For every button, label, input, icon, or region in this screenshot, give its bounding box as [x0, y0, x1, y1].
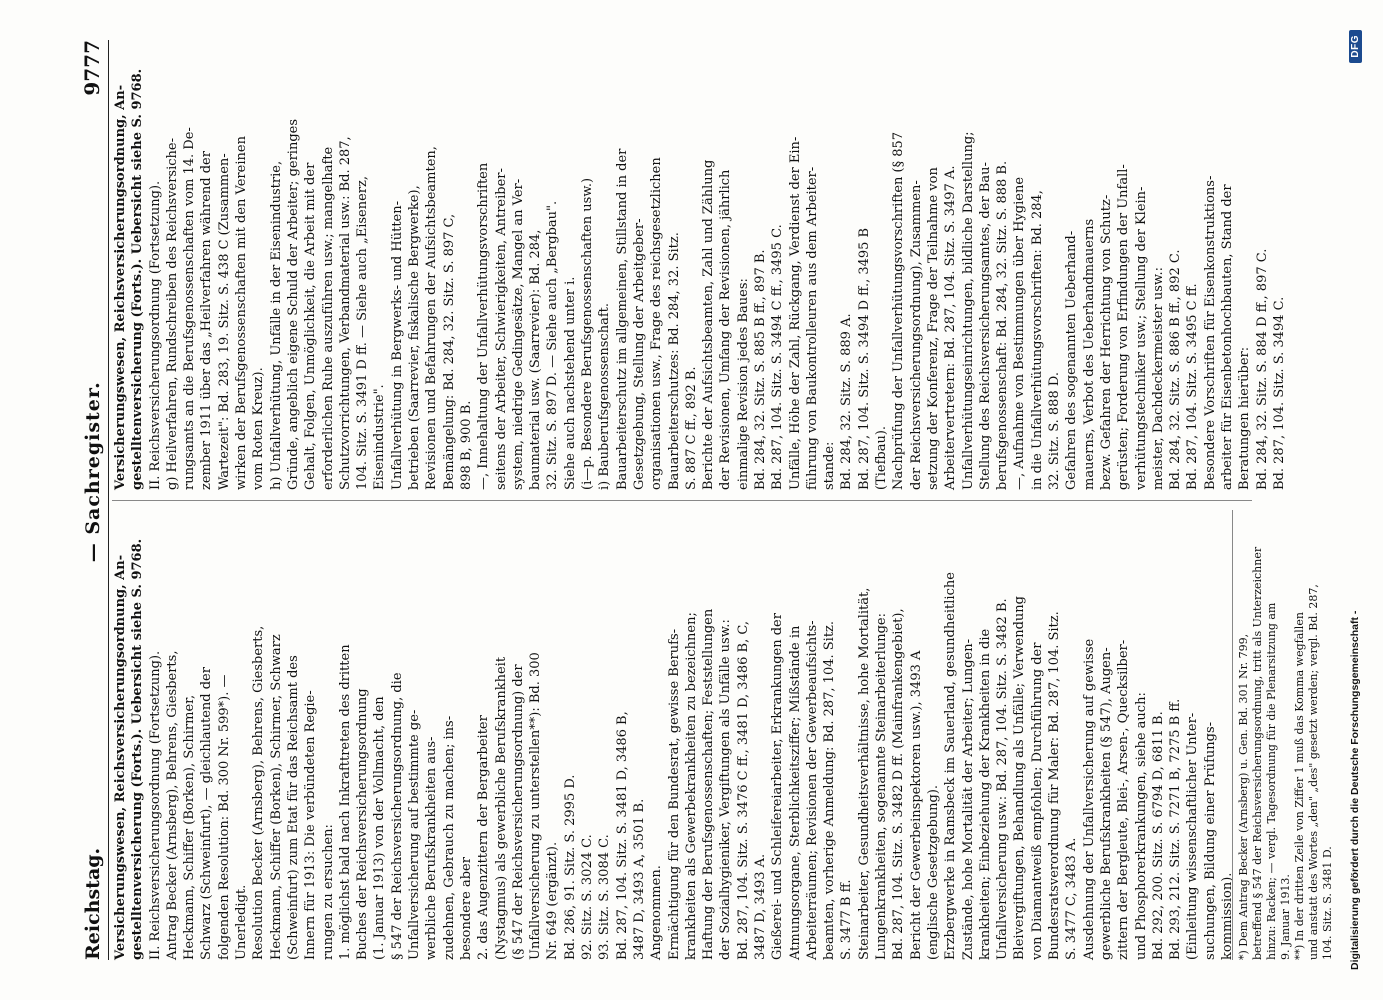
column1-line: suchungen, Bildung einer Prüfungs-: [1202, 721, 1218, 960]
footnotes-line: 9. Januar 1913.: [1279, 874, 1292, 960]
column1-line: (Nystagmus) als gewerbliche Berufskrankheit: [493, 656, 509, 960]
column1-line: zittern der Bergleute, Blei-, Arsen-, Quecksilber-: [1116, 639, 1132, 960]
column1-line: Bericht der Gewerbeinspektoren usw.), 3493 A: [908, 650, 924, 960]
column2-line: Unfälle, Höhe der Zahl, Rückgang, Verdienst der Ein-: [787, 136, 803, 490]
column1-line: Buches der Reichsversicherungsordnung: [355, 688, 371, 960]
column2-line: Gefahren des sogenannten Ueberhand-: [1064, 230, 1080, 490]
column1-line: Bd. 286, 91. Sitz. S. 2995 D.: [562, 774, 578, 960]
column1-line: Resolution Becker (Arnsberg), Behrens, Giesberts,: [251, 625, 267, 960]
footnotes-line: hinzu: Racken; — vergl. Tagesordnung für die Plenarsitzung am: [1265, 602, 1278, 960]
column2-line: Eisenindustrie".: [372, 384, 388, 490]
column2-line: der Revisionen, Umfang der Revisionen, jährlich: [718, 169, 734, 490]
column2-line: (Tiefbau).: [874, 425, 890, 490]
column1-line: besondere aber: [458, 857, 474, 960]
footnotes-line: 104. Sitz. S. 3481 D.: [1321, 846, 1334, 960]
column1-line: Lungenkrankheiten, sogenannte Steinarbeiterlunge:: [874, 613, 890, 960]
footnotes-line: und anstatt des Wortes „den" „des" gesetzt werden; vergl. Bd. 287,: [1307, 584, 1320, 960]
column2-line: arbeiter für Eisenbetonhochbauten, Stand der: [1220, 184, 1235, 490]
column2-line: II. Reichsversicherungsordnung (Fortsetzung).: [147, 180, 163, 490]
column1-line: Versicherungswesen, Reichsversicherungsordnung, An-: [113, 554, 128, 960]
column1-line: Steinarbeiter, Gesundheitsverhältnisse, hohe Mortalität,: [856, 587, 872, 960]
column2-line: bezw. Gefahren der Herrichtung von Schutz-: [1098, 194, 1114, 490]
column2-line: in die Unfallverhütungsvorschriften: Bd. 284,: [1029, 190, 1045, 490]
column1-line: Bd. 293, 212. Sitz. S. 7271 B, 7275 B ff.: [1168, 698, 1184, 960]
column1-line: krankheiten als Gewerbekrankheiten zu bezeichnen;: [683, 612, 699, 960]
column1-line: Bd. 287, 104. Sitz. S. 3482 D ff. (Mainfrankengebiet),: [891, 608, 907, 960]
column1-line: (Einleitung wissenschaftlicher Unter-: [1185, 712, 1201, 960]
column2-line: Arbeitervertretern: Bd. 287, 104. Sitz. S. 3497 A.: [943, 165, 959, 490]
column1-line: folgenden Resolution: Bd. 300 Nr. 599*). —: [216, 674, 232, 960]
column1-line: § 547 der Reichsversicherungsordnung, die: [389, 672, 405, 960]
column1-line: Unfallversicherung zu unterstellen**): Bd. 300: [528, 652, 544, 960]
column2-line: der Reichsversicherungsordnung), Zusammen-: [908, 180, 924, 490]
column2-line: seitens der Arbeiter, Schwierigkeiten, Antreiber-: [493, 168, 509, 490]
footnotes: [1232, 510, 1335, 960]
column2-line: 104. Sitz. S. 3491 D ff. — Siehe auch „Eisenerz,: [355, 176, 371, 490]
column2-line: Bemängelung: Bd. 284, 32. Sitz. S. 897 C,: [441, 213, 457, 490]
column1-line: Bd. 287, 104. Sitz. S. 3481 D, 3486 B,: [614, 711, 630, 960]
digitization-credit: [1342, 30, 1368, 970]
column2-line: Bd. 287, 104. Sitz. S. 3494 C.: [1271, 296, 1287, 490]
column2-line: gerüsten; Forderung von Erfindungen der Unfall-: [1116, 164, 1132, 490]
column1-line: 92. Sitz. S. 3024 C.: [580, 834, 596, 960]
column1-line: Arbeiterräumen; Revisionen der Gewerbeaufsichts-: [804, 620, 820, 960]
column1-line: Unfallversicherung usw.: Bd. 287, 104. Sitz. S. 3482 B.: [995, 598, 1011, 960]
column1-line: Nr. 649 (ergänzt).: [545, 841, 561, 960]
column2-line: (i—p. Besondere Berufsgenossenschaften usw.): [580, 177, 596, 490]
credit-text: Digitalisierung gefördert durch die Deutsche Forschungsgemeinschaft -: [1349, 610, 1361, 970]
column2-line: Bd. 287, 104. Sitz. S. 3494 D ff., 3495 B: [856, 227, 872, 490]
column2-line: Bd. 284, 32. Sitz. S. 884 D ff., 897 C.: [1254, 248, 1270, 490]
column2-line: organisationen usw., Frage des reichsgesetzlichen: [649, 157, 665, 490]
column2-line: Beratungen hierüber:: [1237, 346, 1253, 490]
column2-line: führung von Baukontrolleuren aus dem Arbeiter-: [804, 166, 820, 490]
column2-line: 32. Sitz. S. 897 D. — Siehe auch „Bergbau".: [545, 200, 561, 490]
column1-line: beamten, vorherige Anmeldung: Bd. 287, 104. Sitz.: [822, 620, 838, 960]
column2-line: g) Heilverfahren, Rundschreiben des Reichsversiche-: [164, 138, 180, 490]
column2-line: Bd. 287, 104. Sitz. S. 3494 C ff., 3495 C.: [770, 224, 786, 490]
column2-line: system, niedrige Gedingesätze, Mangel an Ver-: [510, 178, 526, 490]
footnotes-line: *) Dem Antrag Becker (Arnsberg) u. Gen. Bd. 301 Nr. 799,: [1237, 633, 1250, 960]
column2-line: Gründe, angeblich eigene Schuld der Arbeiter; geringes: [285, 118, 301, 490]
column1-line: Innern für 1913: Die verbündeten Regie-: [303, 690, 319, 960]
column2-line: Gehalt, Folgen, Unmöglichkeit, die Arbeit mit der: [303, 162, 319, 490]
column2-line: Siehe auch nachstehend unter i.: [562, 276, 578, 490]
left-column: [112, 510, 1252, 960]
column2-line: stande:: [822, 441, 838, 490]
column1-line: S. 3477 B ff.: [839, 879, 855, 960]
column2-line: —, Aufnahme von Bestimmungen über Hygiene: [1012, 176, 1028, 490]
footnotes-line: betreffend § 547 der Reichsversicherungsordnung, tritt als Unterzeichner: [1251, 546, 1264, 960]
column-divider: [112, 500, 1252, 501]
column2-line: Bd. 284, 32. Sitz. S. 889 A.: [839, 313, 855, 490]
column2-line: Stellung des Reichsversicherungsamtes, der Bau-: [977, 162, 993, 490]
column1-line: Angenommen.: [649, 865, 665, 960]
column2-line: baumaterial usw. (Saarrevier): Bd. 284,: [528, 229, 544, 490]
column2-line: i) Bauberufsgenossenschaft.: [597, 303, 613, 490]
column2-line: S. 887 C ff., 892 B.: [683, 366, 699, 490]
column2-line: verhütungstechniker usw.; Stellung der Klein-: [1133, 186, 1149, 490]
column1-line: von Diamantweiß empfohlen; Durchführung der: [1029, 642, 1045, 960]
column1-line: Ausdehnung der Unfallversicherung auf gewisse: [1081, 638, 1097, 960]
column1-line: zudehnen, Gebrauch zu machen; ins-: [441, 715, 457, 960]
column1-line: Gießerei- und Schleifereiarbeiter, Erkrankungen der: [770, 613, 786, 960]
column2-line: Bd. 284, 32. Sitz. S. 885 B ff., 897 B.: [752, 249, 768, 490]
column1-line: gewerbliche Berufskrankheiten (§ 547), Augen-: [1098, 647, 1114, 960]
column1-line: Zustände, hohe Mortalität der Arbeiter; Lungen-: [960, 638, 976, 960]
column1-line: 93. Sitz. S. 3084 C.: [597, 834, 613, 960]
column1-line: gestelltenversicherung (Forts.). Uebersicht siehe S. 9768.: [130, 538, 146, 960]
column2-line: Nachprüfung der Unfallverhütungsvorschriften (§ 857: [891, 131, 907, 490]
column1-line: S. 3477 C, 3483 A.: [1064, 837, 1080, 960]
column1-line: werbliche Berufskrankheiten aus-: [424, 736, 440, 960]
column1-line: (§ 547 der Reichsversicherungsordnung) der: [510, 664, 526, 960]
column2-line: Revisionen und Befahrungen der Aufsichtsbeamten,: [424, 146, 440, 490]
column2-line: 898 B, 900 B.: [458, 400, 474, 490]
column1-line: kommission).: [1220, 872, 1235, 960]
column1-line: (Schweinfurt) zum Etat für das Reichsamt des: [285, 655, 301, 960]
column2-line: gestelltenversicherung (Forts.). Uebersicht siehe S. 9768.: [130, 68, 146, 490]
column1-line: Heckmann, Schiffer (Borken), Schirmer,: [182, 694, 198, 960]
column2-line: mauerns, Verbot des Ueberhandmauerns: [1081, 218, 1097, 490]
column2-line: —, Innehaltung der Unfallverhütungsvorschriften: [476, 162, 492, 490]
right-column: [112, 40, 1287, 490]
column2-line: meister, Dachdeckermeister usw.:: [1150, 267, 1166, 490]
column2-line: betrieben (Saarrevier, fiskalische Bergwerke),: [407, 185, 423, 490]
column2-line: vom Roten Kreuz).: [251, 367, 267, 490]
column1-line: Unfallversicherung auf bestimmte ge-: [407, 709, 423, 960]
column1-line: Erzbergwerke in Ramsbeck im Sauerland, gesundheitliche: [943, 572, 959, 960]
column1-line: Bleivergiftungen, Behandlung als Unfälle; Verwendung: [1012, 596, 1028, 960]
column2-line: rungsamts an die Berufsgenossenschaften vom 14. De-: [182, 127, 198, 490]
page-number: 9777: [80, 40, 104, 96]
column1-line: Ermächtigung für den Bundesrat, gewisse Berufs-: [666, 628, 682, 960]
column1-line: II. Reichsversicherungsordnung (Fortsetzung).: [147, 650, 163, 960]
page-header: [64, 40, 109, 960]
column2-line: 32. Sitz. S. 888 D.: [1047, 372, 1063, 490]
column2-line: Versicherungswesen, Reichsversicherungsordnung, An-: [113, 84, 128, 490]
column1-line: (englische Gesetzgebung).: [925, 784, 941, 960]
column2-line: erforderlichen Ruhe auszuführen usw.; mangelhafte: [320, 146, 336, 490]
column2-line: wirken der Berufsgenossenschaften mit den Vereinen: [234, 136, 250, 490]
column1-line: 3487 D, 3493 A.: [752, 853, 768, 960]
column2-line: h) Unfallverhütung, Unfälle in der Eisenindustrie,: [268, 160, 284, 490]
column2-line: Bd. 287, 104. Sitz. S. 3495 C ff.: [1185, 283, 1201, 490]
column1-line: Bundesratsverordnung für Maler: Bd. 287, 104. Sitz.: [1047, 611, 1063, 960]
column1-line: (1. Januar 1913) von der Vollmacht, den: [372, 696, 388, 960]
column1-line: Antrag Becker (Arnsberg), Behrens, Giesberts,: [164, 650, 180, 960]
column2-line: Wartezeit": Bd. 283, 19. Sitz. S. 438 C (Zusammen-: [216, 153, 232, 490]
column1-line: der Sozialhygieniker, Vergiftungen als Unfälle usw.:: [718, 619, 734, 960]
column1-line: Heckmann, Schiffer (Borken), Schirmer, Schwarz: [268, 634, 284, 960]
column1-line: 2. das Augenzittern der Bergarbeiter: [476, 715, 492, 960]
column1-line: Atmungsorgane, Sterblichkeitsziffer; Mißstände in: [787, 625, 803, 960]
column2-line: Unfallverhütungseinrichtungen, bildliche Darstellung;: [960, 131, 976, 490]
column1-line: 3487 D, 3493 A, 3501 B.: [631, 798, 647, 960]
column2-line: Besondere Vorschriften für Eisenkonstruktions-: [1202, 175, 1218, 490]
column2-line: Berichte der Aufsichtsbeamten, Zahl und Zählung: [701, 159, 717, 490]
column1-line: Bd. 287, 104. Sitz. S. 3476 C ff., 3481 D, 3486 B, C,: [735, 621, 751, 960]
column2-line: Unfallverhütung in Bergwerks- und Hütten-: [389, 201, 405, 490]
column1-line: Unerledigt.: [234, 884, 250, 960]
column2-line: einmalige Revision jedes Baues:: [735, 278, 751, 490]
column1-line: rungen zu ersuchen:: [320, 824, 336, 960]
header-center: — Sachregister.: [82, 381, 104, 563]
column1-line: Haftung der Berufsgenossenschaften; Feststellungen: [701, 608, 717, 960]
column1-line: Schwarz (Schweinfurt), — gleichlautend der: [199, 667, 215, 960]
column2-line: Bauarbeiterschutz im allgemeinen, Stillstand in der: [614, 148, 630, 490]
column2-line: Bd. 284, 32. Sitz. S. 886 B ff., 892 C.: [1168, 249, 1184, 490]
column1-line: und Phosphorerkrankungen, siehe auch:: [1133, 692, 1149, 960]
column2-line: berufsgenossenschaft: Bd. 284, 32. Sitz. S. 888 B.: [995, 160, 1011, 490]
column1-line: 1. möglichst bald nach Inkrafttreten des dritten: [337, 644, 353, 960]
column1-line: krankheiten; Einbeziehung der Krankheiten in die: [977, 628, 993, 960]
column2-line: Schutzvorrichtungen, Verbandmaterial usw.: Bd. 287,: [337, 136, 353, 490]
column2-line: zember 1911 über das „Heilverfahren während der: [199, 151, 215, 490]
column2-line: Gesetzgebung, Stellung der Arbeitgeber-: [631, 218, 647, 490]
column2-line: setzung der Konferenz, Frage der Teilnahme von: [925, 167, 941, 490]
header-left: Reichstag.: [82, 847, 104, 960]
column2-line: Bauarbeiterschutzes: Bd. 284, 32. Sitz.: [666, 232, 682, 490]
column1-line: Bd. 292, 200. Sitz. S. 6794 D, 6811 B.: [1150, 711, 1166, 960]
dfg-logo: DFG: [1349, 30, 1362, 63]
footnotes-line: **) In der dritten Zeile von Ziffer 1 muß das Komma wegfallen: [1293, 612, 1306, 960]
